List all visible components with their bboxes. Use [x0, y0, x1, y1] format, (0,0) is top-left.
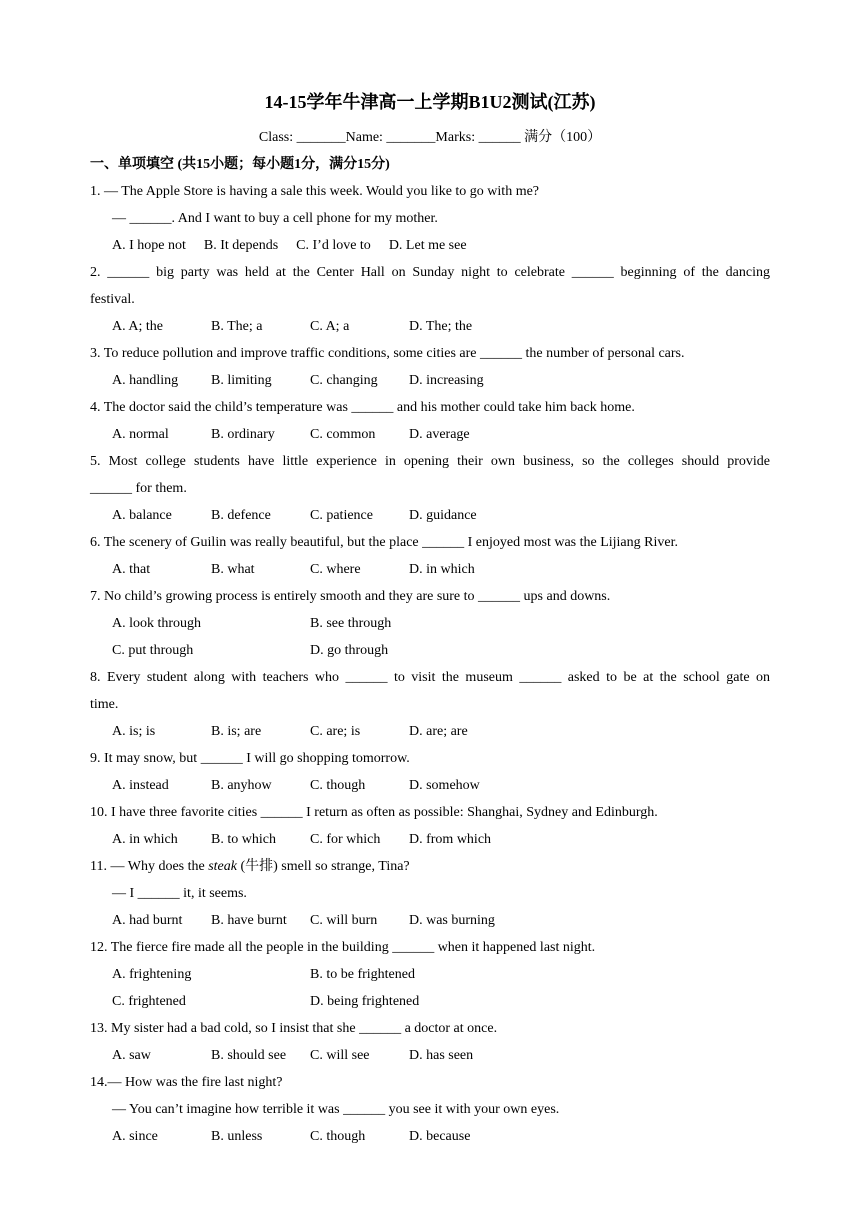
- question-stem: 3. To reduce pollution and improve traffic conditions, some cities are ______ the number of personal cars.: [90, 346, 685, 361]
- option-d: D. increasing: [409, 373, 484, 388]
- question: [90, 178, 770, 259]
- option-c: C. will burn: [310, 913, 378, 928]
- option-a: A. since: [112, 1129, 158, 1144]
- option-d: D. has seen: [409, 1048, 474, 1063]
- answer-options: [90, 1123, 770, 1150]
- option-a: A. instead: [112, 778, 169, 793]
- option-c: C. for which: [310, 832, 381, 847]
- option-d: D. go through: [310, 643, 389, 658]
- option-b: B. defence: [211, 508, 271, 523]
- question-stem-continued: festival.: [90, 292, 135, 307]
- option-d: D. average: [409, 427, 470, 442]
- answer-options: [90, 961, 770, 988]
- option-a: A. in which: [112, 832, 178, 847]
- question: [90, 448, 770, 529]
- option-c: C. A; a: [310, 319, 350, 334]
- question: [90, 259, 770, 340]
- option-c: C. though: [310, 1129, 366, 1144]
- option-a: A. saw: [112, 1048, 151, 1063]
- answer-options: [90, 826, 770, 853]
- question-stem: 14.— How was the fire last night?: [90, 1075, 283, 1090]
- option-b: B. is; are: [211, 724, 262, 739]
- answer-options: [90, 313, 770, 340]
- question-stem: 8. Every student along with teachers who ______ to visit the museum ______ asked to be at the school gate on: [90, 670, 770, 685]
- answer-options: [90, 718, 770, 745]
- question-stem-continued: ______ for them.: [90, 481, 187, 496]
- question-stem: 4. The doctor said the child’s temperature was ______ and his mother could take him back home.: [90, 400, 635, 415]
- question-stem: 11. — Why does the steak (牛排) smell so strange, Tina?: [90, 859, 410, 874]
- question-stem-continued: time.: [90, 697, 119, 712]
- option-a: A. that: [112, 562, 151, 577]
- question: [90, 583, 770, 664]
- question: [90, 529, 770, 583]
- question-stem: 12. The fierce fire made all the people in the building ______ when it happened last night.: [90, 940, 596, 955]
- answer-options: [90, 772, 770, 799]
- section-heading: 一、单项填空 (共15小题；每小题1分，满分15分): [90, 157, 390, 172]
- option-b: B. have burnt: [211, 913, 287, 928]
- option-a: A. had burnt: [112, 913, 183, 928]
- option-a: A. handling: [112, 373, 179, 388]
- question: [90, 1015, 770, 1069]
- option-c: C. patience: [310, 508, 373, 523]
- answer-options: [90, 907, 770, 934]
- answer-options: [90, 232, 770, 259]
- option-b: B. unless: [211, 1129, 263, 1144]
- question-stem: 1. — The Apple Store is having a sale this week. Would you like to go with me?: [90, 184, 540, 199]
- option-d: D. somehow: [409, 778, 480, 793]
- option-c: C. where: [310, 562, 361, 577]
- option-b: B. anyhow: [211, 778, 272, 793]
- option-a: A. frightening: [112, 967, 192, 982]
- answer-options: [90, 637, 770, 664]
- option-d: D. because: [409, 1129, 471, 1144]
- option-a: A. look through: [112, 616, 202, 631]
- option-d: D. are; are: [409, 724, 468, 739]
- question-stem: 10. I have three favorite cities ______ I return as often as possible: Shanghai, Sydney and Edinburgh.: [90, 805, 658, 820]
- question-stem: 13. My sister had a bad cold, so I insist that she ______ a doctor at once.: [90, 1021, 498, 1036]
- question: [90, 745, 770, 799]
- option-d: D. guidance: [409, 508, 477, 523]
- question: [90, 394, 770, 448]
- option-b: B. The; a: [211, 319, 263, 334]
- option-b: B. should see: [211, 1048, 287, 1063]
- option-a: A. balance: [112, 508, 172, 523]
- question: [90, 664, 770, 745]
- option-d: D. being frightened: [310, 994, 420, 1009]
- option-b: B. to which: [211, 832, 276, 847]
- option-d: D. The; the: [409, 319, 473, 334]
- option-b: B. It depends: [203, 238, 279, 253]
- option-c: C. changing: [310, 373, 378, 388]
- question-stem-continued: — You can’t imagine how terrible it was ______ you see it with your own eyes.: [112, 1102, 560, 1117]
- question-stem-continued: — I ______ it, it seems.: [112, 886, 247, 901]
- option-d: D. Let me see: [388, 238, 467, 253]
- question: [90, 1069, 770, 1150]
- option-b: B. see through: [310, 616, 392, 631]
- option-c: C. common: [310, 427, 376, 442]
- question-stem: 5. Most college students have little experience in opening their own business, so the colleges should provide: [90, 454, 770, 469]
- question-stem: 9. It may snow, but ______ I will go shopping tomorrow.: [90, 751, 410, 766]
- answer-options: [90, 421, 770, 448]
- option-b: B. limiting: [211, 373, 272, 388]
- option-c: C. will see: [310, 1048, 370, 1063]
- option-c: C. though: [310, 778, 366, 793]
- answer-options: [90, 502, 770, 529]
- question-stem-continued: — ______. And I want to buy a cell phone for my mother.: [112, 211, 438, 226]
- page-title: 14-15学年牛津高一上学期B1U2测试(江苏): [264, 92, 596, 112]
- option-a: A. I hope not: [112, 238, 186, 253]
- option-b: B. what: [211, 562, 255, 577]
- option-c: C. I’d love to: [296, 238, 371, 253]
- answer-options: [90, 988, 770, 1015]
- option-d: D. from which: [409, 832, 492, 847]
- option-a: A. is; is: [112, 724, 156, 739]
- option-d: D. in which: [409, 562, 475, 577]
- exam-page: [90, 90, 770, 1150]
- option-c: C. are; is: [310, 724, 361, 739]
- answer-options: [90, 367, 770, 394]
- question-stem: 7. No child’s growing process is entirely smooth and they are sure to ______ ups and downs.: [90, 589, 611, 604]
- question-stem: 6. The scenery of Guilin was really beautiful, but the place ______ I enjoyed most was the Lijiang River.: [90, 535, 678, 550]
- question: [90, 799, 770, 853]
- option-b: B. ordinary: [211, 427, 275, 442]
- option-a: A. normal: [112, 427, 169, 442]
- answer-options: [90, 1042, 770, 1069]
- question-stem: 2. ______ big party was held at the Center Hall on Sunday night to celebrate ______ beginning of the dancing: [90, 265, 770, 280]
- answer-options: [90, 610, 770, 637]
- question: [90, 934, 770, 1015]
- option-d: D. was burning: [409, 913, 495, 928]
- student-info-line: Class: _______Name: _______Marks: ______ 满分（100）: [258, 130, 602, 145]
- option-c: C. frightened: [112, 994, 186, 1009]
- answer-options: [90, 556, 770, 583]
- question: [90, 340, 770, 394]
- option-b: B. to be frightened: [310, 967, 415, 982]
- option-c: C. put through: [112, 643, 194, 658]
- option-a: A. A; the: [112, 319, 163, 334]
- question: [90, 853, 770, 934]
